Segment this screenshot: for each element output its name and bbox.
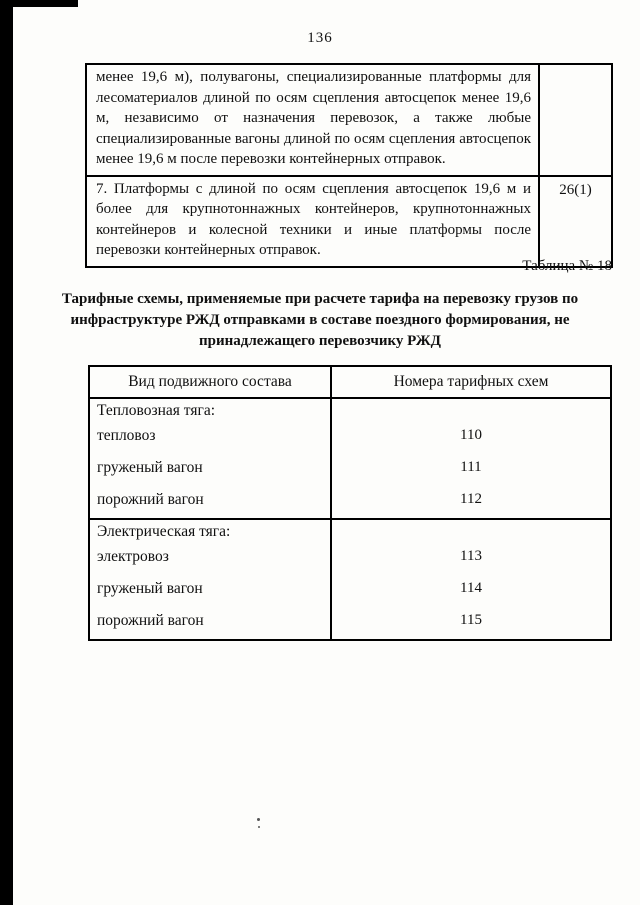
page-number: 136 xyxy=(307,30,333,46)
group-label-row xyxy=(89,519,611,543)
row-name: тепловоз xyxy=(89,422,331,454)
row-value: 114 xyxy=(331,575,611,607)
row-value: 112 xyxy=(331,486,611,519)
table-row xyxy=(89,454,611,486)
table-title: Тарифные схемы, применяемые при расчете тарифа на перевозку грузов по инфраструктуре РЖД отправками в составе поездного формирования, не принадлежащего перевозчику РЖД xyxy=(61,291,579,349)
row-value: 115 xyxy=(331,607,611,640)
row-value: 113 xyxy=(331,543,611,575)
speck-artifact xyxy=(258,826,260,828)
row-value: 111 xyxy=(331,454,611,486)
table-row xyxy=(86,64,612,176)
row-name: груженый вагон xyxy=(89,454,331,486)
table-row xyxy=(89,486,611,519)
row-value xyxy=(539,64,612,176)
row-value: 110 xyxy=(331,422,611,454)
table-row xyxy=(89,543,611,575)
row-name: груженый вагон xyxy=(89,575,331,607)
tariff-schemes-table xyxy=(88,365,612,641)
group-label-row xyxy=(89,398,611,422)
table-row xyxy=(86,176,612,267)
group-label-empty-cell xyxy=(331,519,611,543)
column-header-scheme-numbers: Номера тарифных схем xyxy=(331,366,611,398)
table-row xyxy=(89,607,611,640)
column-header-rolling-stock: Вид подвижного состава xyxy=(89,366,331,398)
rolling-stock-table-continuation xyxy=(85,63,613,268)
row-text: 7. Платформы с длиной по осям сцепления автосцепок 19,6 м и более для крупнотоннажных контейнеров, крупнотоннажных контейнеров и колесной техники и иные платформы после перевозки контейнерных отправок. xyxy=(86,176,539,267)
row-name: электровоз xyxy=(89,543,331,575)
table-row xyxy=(89,575,611,607)
scan-edge-artifact-top xyxy=(0,0,78,7)
table-caption: Таблица № 18 xyxy=(522,258,612,274)
speck-artifact xyxy=(257,818,260,821)
table-header-row xyxy=(89,366,611,398)
row-name: порожний вагон xyxy=(89,607,331,640)
table-row xyxy=(89,422,611,454)
group-label-empty-cell xyxy=(331,398,611,422)
group-label: Электрическая тяга: xyxy=(89,519,331,543)
group-label: Тепловозная тяга: xyxy=(89,398,331,422)
scan-edge-artifact-left xyxy=(0,0,13,905)
row-name: порожний вагон xyxy=(89,486,331,519)
row-value: 26(1) xyxy=(539,176,612,267)
row-text: менее 19,6 м), полувагоны, специализированные платформы для лесоматериалов длиной по осям сцепления автосцепок менее 19,6 м, независимо от назначения перевозок, а также любые специализированные вагоны длиной по осям сцепления автосцепок менее 19,6 м после перевозки контейнерных отправок. xyxy=(86,64,539,176)
